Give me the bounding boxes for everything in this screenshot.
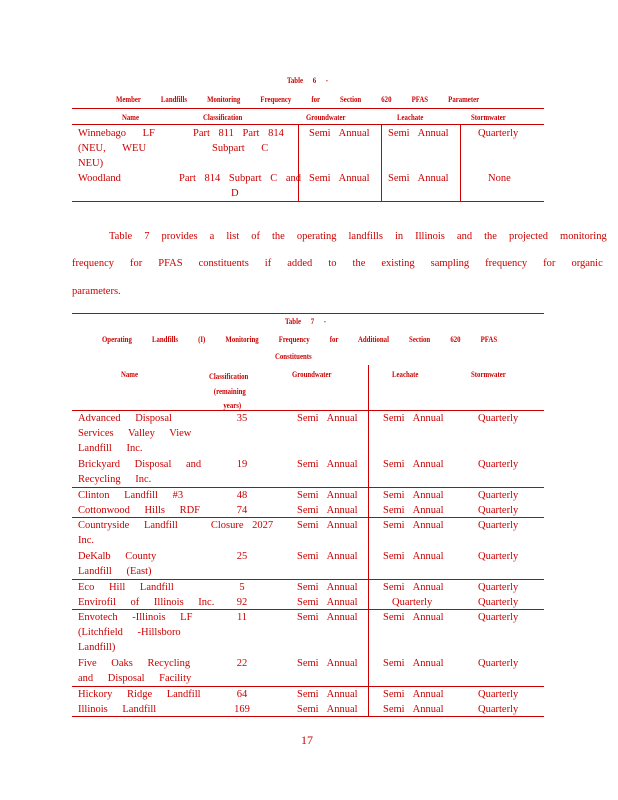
table6-row1-name: Winnebago LF (NEU, WEU NEU) — [78, 128, 155, 169]
table6-header-groundwater: Groundwater — [306, 112, 346, 122]
table7-row-stormwater: Quarterly — [478, 551, 519, 562]
table7-row-leachate: Semi Annual — [383, 505, 444, 516]
table7-row-leachate: Semi Annual — [383, 490, 444, 501]
table7-row-name: Illinois Landfill — [78, 704, 157, 715]
table7-row-name: Advanced Disposal Services Valley View Landfill Inc. — [78, 413, 192, 454]
table7-row-classification: 92 — [236, 597, 248, 608]
table7-row-groundwater: Semi Annual — [297, 551, 358, 562]
table7-row-name: Cottonwood Hills RDF — [78, 505, 201, 516]
table6-row2-leachate: Semi Annual — [388, 173, 449, 184]
table7-row-groundwater: Semi Annual — [297, 520, 358, 531]
table7-row-groundwater: Semi Annual — [297, 413, 358, 424]
table7-header-stormwater: Stormwater — [471, 369, 506, 379]
table7-row-classification: 35 — [236, 413, 248, 424]
table7-row-stormwater: Quarterly — [478, 520, 519, 531]
table7-header-leachate: Leachate — [392, 369, 419, 379]
table7-row-leachate: Semi Annual — [383, 551, 444, 562]
table6-col-divider — [381, 124, 382, 201]
table7-row-name: Five Oaks Recycling and Disposal Facility — [78, 658, 192, 684]
table7-row-leachate: Semi Annual — [383, 658, 444, 669]
table7-row-stormwater: Quarterly — [478, 689, 519, 700]
table7-row-groundwater: Semi Annual — [297, 490, 358, 501]
table7-header-classification: Classification (remaining years) — [209, 371, 249, 410]
table7-header-groundwater: Groundwater — [292, 369, 332, 379]
table6-row2-classification: Part 814 Subpart C and D — [179, 173, 301, 199]
table6-row2-name: Woodland — [78, 173, 121, 184]
table7-row-name: Envotech -Illinois LF (Litchfield -Hillsboro Landfill) — [78, 612, 193, 653]
table7-row-classification: Closure 2027 — [210, 520, 274, 531]
paragraph-line1: Table 7 provides a list of the operating landfills in Illinois and the projected monitoring — [109, 231, 607, 242]
table7-row-stormwater: Quarterly — [478, 704, 519, 715]
table7-header-name: Name — [121, 369, 138, 379]
table7-row-classification: 25 — [236, 551, 248, 562]
table7-row-name: DeKalb County Landfill (East) — [78, 551, 157, 577]
table7-row-classification: 48 — [236, 490, 248, 501]
table6-col-divider — [460, 124, 461, 201]
table7-row-name: Clinton Landfill #3 — [78, 490, 184, 501]
table7-row-name: Countryside Landfill Inc. — [78, 520, 178, 546]
table7-row-classification: 5 — [239, 582, 245, 593]
paragraph-line2: frequency for PFAS constituents if added to the existing sampling frequency for organic — [72, 258, 603, 269]
table6-caption-line2: Member Landfills Monitoring Frequency for Section 620 PFAS Parameter — [116, 94, 480, 104]
table6-header-stormwater: Stormwater — [471, 112, 506, 122]
table7-row-groundwater: Semi Annual — [297, 505, 358, 516]
table7-bottom-rule — [72, 716, 544, 717]
table7-row-groundwater: Semi Annual — [297, 582, 358, 593]
table6-header-rule — [72, 124, 544, 125]
table7-col-divider — [368, 365, 369, 717]
table6-row1-groundwater: Semi Annual — [309, 128, 370, 139]
paragraph-line3: parameters. — [72, 286, 121, 297]
table7-row-groundwater: Semi Annual — [297, 689, 358, 700]
table7-row-classification: 74 — [236, 505, 248, 516]
table7-row-leachate: Semi Annual — [383, 413, 444, 424]
table7-row-groundwater: Semi Annual — [297, 597, 358, 608]
table7-row-groundwater: Semi Annual — [297, 459, 358, 470]
table7-row-stormwater: Quarterly — [478, 612, 519, 623]
table7-caption-line2: Operating Landfills (I) Monitoring Frequency for Additional Section 620 PFAS — [102, 334, 498, 344]
table7-row-leachate: Semi Annual — [383, 459, 444, 470]
table7-row-leachate: Quarterly — [392, 597, 433, 608]
table6-row2-stormwater: None — [488, 173, 511, 184]
table7-top-rule — [72, 313, 544, 314]
table7-row-stormwater: Quarterly — [478, 505, 519, 516]
table7-row-name: Envirofil of Illinois Inc. — [78, 597, 215, 608]
table6-row1-leachate: Semi Annual — [388, 128, 449, 139]
table7-row-groundwater: Semi Annual — [297, 658, 358, 669]
table7-caption-line3: Constituents — [275, 351, 312, 361]
table7-row-classification: 64 — [236, 689, 248, 700]
table6-top-rule — [72, 108, 544, 109]
table7-row-leachate: Semi Annual — [383, 689, 444, 700]
table6-row2-groundwater: Semi Annual — [309, 173, 370, 184]
table7-row-stormwater: Quarterly — [478, 597, 519, 608]
table7-row-classification: 19 — [236, 459, 248, 470]
table7-row-leachate: Semi Annual — [383, 582, 444, 593]
table6-row1-stormwater: Quarterly — [478, 128, 519, 139]
table7-row-name: Brickyard Disposal and Recycling Inc. — [78, 459, 202, 485]
table7-row-name: Eco Hill Landfill — [78, 582, 174, 593]
table7-row-groundwater: Semi Annual — [297, 704, 358, 715]
table7-row-stormwater: Quarterly — [478, 582, 519, 593]
table7-row-stormwater: Quarterly — [478, 490, 519, 501]
table7-row-stormwater: Quarterly — [478, 413, 519, 424]
table7-row-name: Hickory Ridge Landfill — [78, 689, 201, 700]
table7-row-leachate: Semi Annual — [383, 704, 444, 715]
table7-row-classification: 11 — [236, 612, 248, 623]
table6-header-classification: Classification — [203, 112, 243, 122]
table6-header-leachate: Leachate — [397, 112, 424, 122]
page-number: 17 — [301, 733, 313, 747]
table7-row-stormwater: Quarterly — [478, 459, 519, 470]
table7-row-classification: 22 — [236, 658, 248, 669]
table7-caption-line1: Table 7 - — [285, 316, 327, 326]
table6-row1-classification: Part 811 Part 814 Subpart C — [193, 128, 284, 154]
table7-row-classification: 169 — [234, 704, 250, 715]
table6-header-name: Name — [122, 112, 139, 122]
table7-row-groundwater: Semi Annual — [297, 612, 358, 623]
table7-row-leachate: Semi Annual — [383, 520, 444, 531]
table6-caption-line1: Table 6 - — [287, 75, 329, 85]
table6-bottom-rule — [72, 201, 544, 202]
table7-row-stormwater: Quarterly — [478, 658, 519, 669]
table7-row-leachate: Semi Annual — [383, 612, 444, 623]
